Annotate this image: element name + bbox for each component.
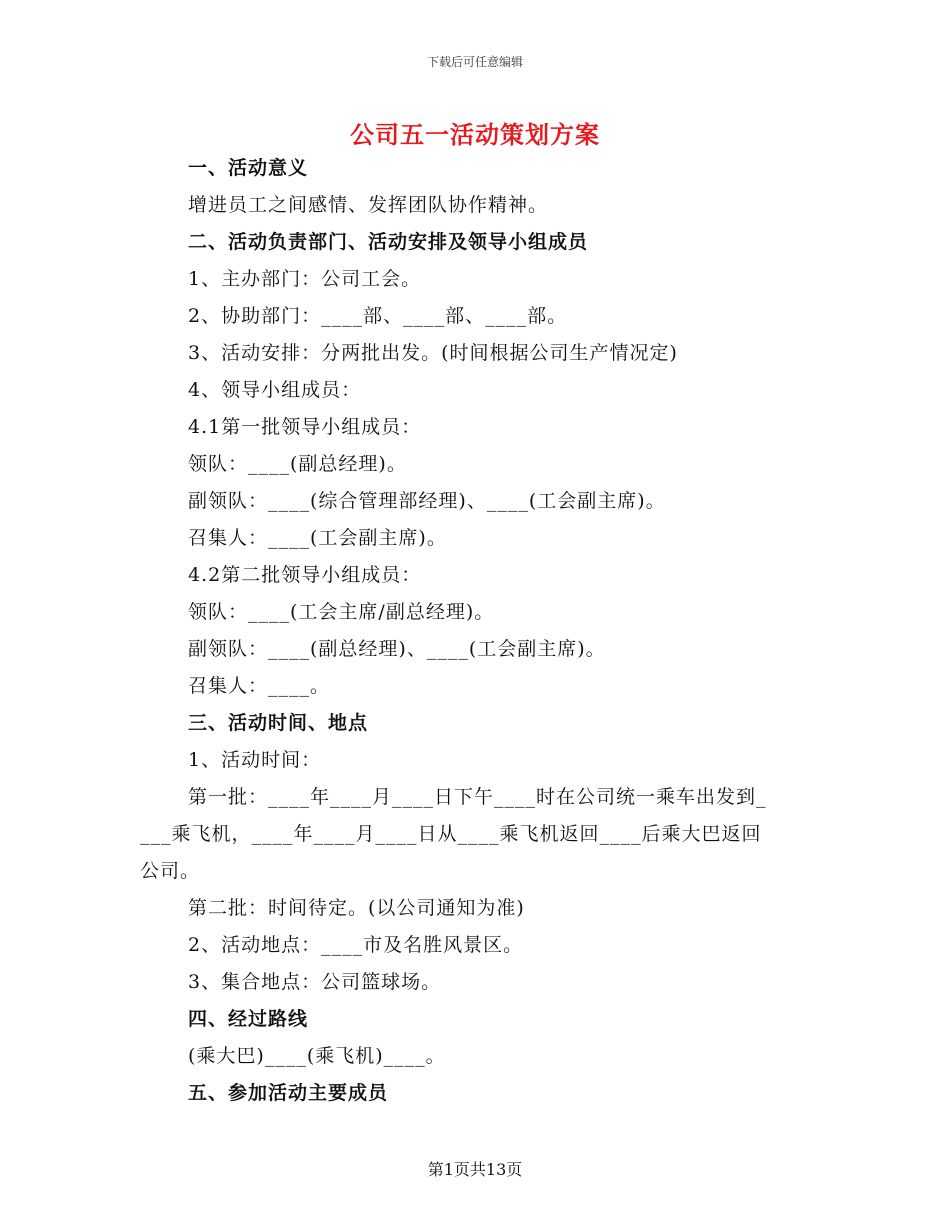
section-heading: 四、经过路线 <box>188 1008 309 1030</box>
paragraph-line: 3、集合地点：公司篮球场。 <box>188 971 442 993</box>
paragraph-line: 2、活动地点：____市及名胜风景区。 <box>188 934 524 956</box>
paragraph-line: 4、领导小组成员： <box>188 379 362 401</box>
section-heading: 三、活动时间、地点 <box>188 712 369 734</box>
paragraph-line: 副领队：____(综合管理部经理)、____(工会副主席)。 <box>188 490 666 512</box>
paragraph-line: 召集人：____。 <box>188 675 331 697</box>
paragraph-line: 领队：____(工会主席/副总经理)。 <box>188 601 495 623</box>
paragraph-line: 第二批：时间待定。(以公司通知为准) <box>188 897 525 919</box>
paragraph-line: 第一批：____年____月____日下午____时在公司统一乘车出发到_ <box>188 786 767 808</box>
document-title: 公司五一活动策划方案 <box>350 120 600 149</box>
paragraph-line: 增进员工之间感情、发挥团队协作精神。 <box>188 194 549 216</box>
paragraph-line: 副领队：____(副总经理)、____(工会副主席)。 <box>188 638 606 660</box>
paragraph-line: ___乘飞机，____年____月____日从____乘飞机返回____后乘大巴返回 <box>140 823 762 845</box>
paragraph-line: 2、协助部门：____部、____部、____部。 <box>188 305 568 327</box>
section-heading: 一、活动意义 <box>188 157 309 179</box>
paragraph-line: 召集人：____(工会副主席)。 <box>188 527 447 549</box>
paragraph-line: 4.2第二批领导小组成员： <box>188 564 422 586</box>
paragraph-line: 4.1第一批领导小组成员： <box>188 416 422 438</box>
paragraph-line: 1、主办部门：公司工会。 <box>188 268 422 290</box>
paragraph-line: 领队：____(副总经理)。 <box>188 453 407 475</box>
paragraph-line: (乘大巴)____(乘飞机)____。 <box>188 1045 446 1067</box>
page-footer: 第1页共13页 <box>427 1160 523 1179</box>
paragraph-line: 3、活动安排：分两批出发。(时间根据公司生产情况定) <box>188 342 678 364</box>
section-heading: 二、活动负责部门、活动安排及领导小组成员 <box>188 231 589 253</box>
paragraph-line: 1、活动时间： <box>188 749 322 771</box>
paragraph-line: 公司。 <box>140 860 201 882</box>
document-body <box>140 150 820 1112</box>
header-note: 下载后可任意编辑 <box>426 55 523 69</box>
section-heading: 五、参加活动主要成员 <box>188 1082 389 1104</box>
